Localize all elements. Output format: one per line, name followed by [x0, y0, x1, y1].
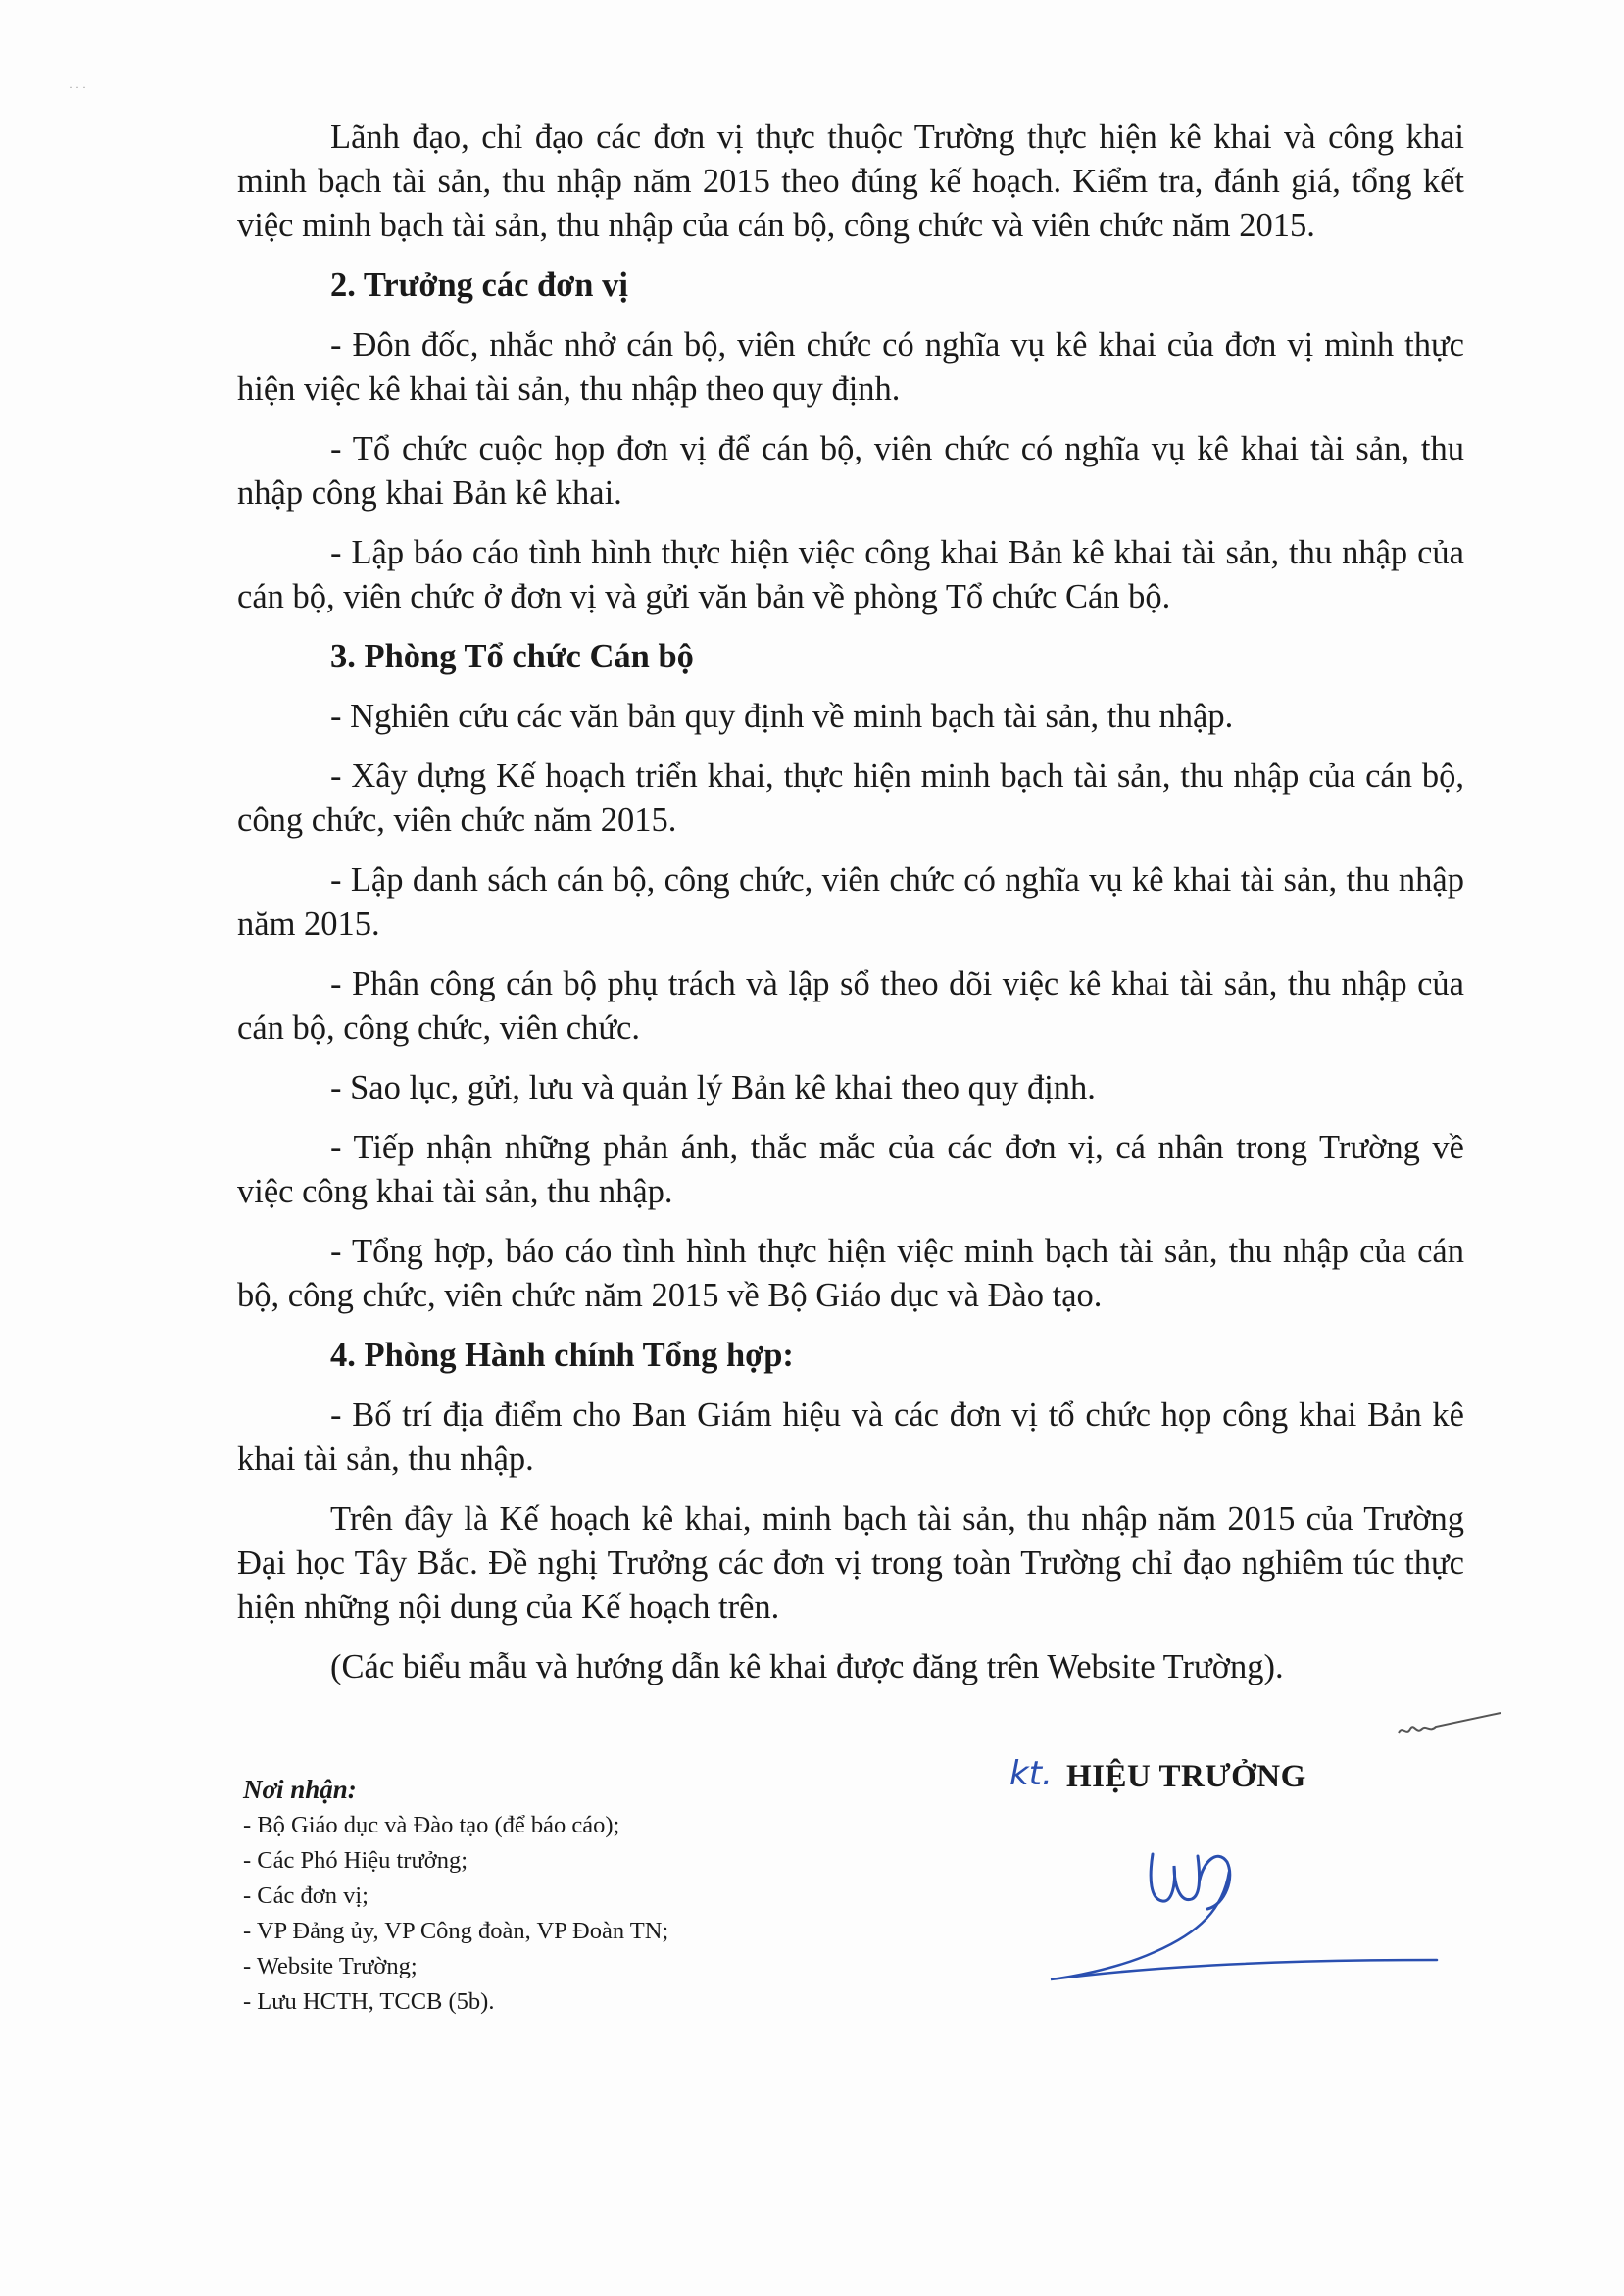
recipient-item: - VP Đảng ủy, VP Công đoàn, VP Đoàn TN;	[243, 1918, 669, 1944]
body-paragraph: (Các biểu mẫu và hướng dẫn kê khai được đăng trên Website Trường).	[330, 1648, 1284, 1685]
recipients-list	[243, 1808, 851, 2020]
recipient-item: - Lưu HCTH, TCCB (5b).	[243, 1988, 495, 2015]
recipients-title: Nơi nhận:	[243, 1775, 357, 1804]
recipient-item: - Các đơn vị;	[243, 1882, 369, 1909]
initial-mark	[1397, 1707, 1504, 1746]
body-paragraph: - Lập báo cáo tình hình thực hiện việc công khai Bản kê khai tài sản, thu nhập của cán bộ, viên chức ở đơn vị và gửi văn bản về phòng Tổ chức Cán bộ.	[237, 534, 1464, 615]
kt-handwritten-mark: kt.	[1009, 1754, 1053, 1793]
recipient-item: - Bộ Giáo dục và Đào tạo (để báo cáo);	[243, 1812, 620, 1838]
body-paragraph: - Lập danh sách cán bộ, công chức, viên chức có nghĩa vụ kê khai tài sản, thu nhập năm 2015.	[237, 861, 1464, 943]
body-paragraph: - Nghiên cứu các văn bản quy định về minh bạch tài sản, thu nhập.	[330, 698, 1234, 735]
body-paragraph: - Bố trí địa điểm cho Ban Giám hiệu và các đơn vị tổ chức họp công khai Bản kê khai tài sản, thu nhập.	[237, 1396, 1464, 1478]
body-paragraph: - Xây dựng Kế hoạch triển khai, thực hiện minh bạch tài sản, thu nhập của cán bộ, công chức, viên chức năm 2015.	[237, 757, 1464, 839]
recipient-item: - Website Trường;	[243, 1953, 418, 1979]
body-paragraph: - Đôn đốc, nhắc nhở cán bộ, viên chức có nghĩa vụ kê khai của đơn vị mình thực hiện việc kê khai tài sản, thu nhập theo quy định.	[237, 326, 1464, 408]
signature-title: HIỆU TRƯỞNG	[1066, 1759, 1306, 1794]
section-heading: 2. Trưởng các đơn vị	[330, 267, 628, 304]
recipients-block	[243, 1771, 851, 2020]
scan-specks: · · ·	[69, 80, 86, 94]
body-paragraph: Trên đây là Kế hoạch kê khai, minh bạch tài sản, thu nhập năm 2015 của Trường Đại học Tây Bắc. Đề nghị Trưởng các đơn vị trong toàn Trường chỉ đạo nghiêm túc thực hiện những nội dung của Kế hoạch trên.	[237, 1500, 1464, 1626]
body-paragraph: Lãnh đạo, chỉ đạo các đơn vị thực thuộc Trường thực hiện kê khai và công khai minh bạch tài sản, thu nhập năm 2015 theo đúng kế hoạch. Kiểm tra, đánh giá, tổng kết việc minh bạch tài sản, thu nhập của cán bộ, công chức và viên chức năm 2015.	[237, 119, 1464, 244]
signature-block	[1008, 1754, 1439, 2009]
body-paragraph: - Tiếp nhận những phản ánh, thắc mắc của các đơn vị, cá nhân trong Trường về việc công khai tài sản, thu nhập.	[237, 1129, 1464, 1210]
section-heading: 4. Phòng Hành chính Tổng hợp:	[330, 1337, 794, 1374]
document-body	[237, 116, 1464, 1689]
body-paragraph: - Phân công cán bộ phụ trách và lập sổ theo dõi việc kê khai tài sản, thu nhập của cán bộ, công chức, viên chức.	[237, 965, 1464, 1047]
recipient-item: - Các Phó Hiệu trưởng;	[243, 1847, 468, 1874]
body-paragraph: - Tổng hợp, báo cáo tình hình thực hiện việc minh bạch tài sản, thu nhập của cán bộ, công chức, viên chức năm 2015 về Bộ Giáo dục và Đào tạo.	[237, 1233, 1464, 1314]
body-paragraph: - Tổ chức cuộc họp đơn vị để cán bộ, viên chức có nghĩa vụ kê khai tài sản, thu nhập công khai Bản kê khai.	[237, 430, 1464, 512]
section-heading: 3. Phòng Tổ chức Cán bộ	[330, 638, 694, 675]
handwritten-signature	[1008, 1823, 1439, 1999]
body-paragraph: - Sao lục, gửi, lưu và quản lý Bản kê khai theo quy định.	[330, 1069, 1096, 1106]
